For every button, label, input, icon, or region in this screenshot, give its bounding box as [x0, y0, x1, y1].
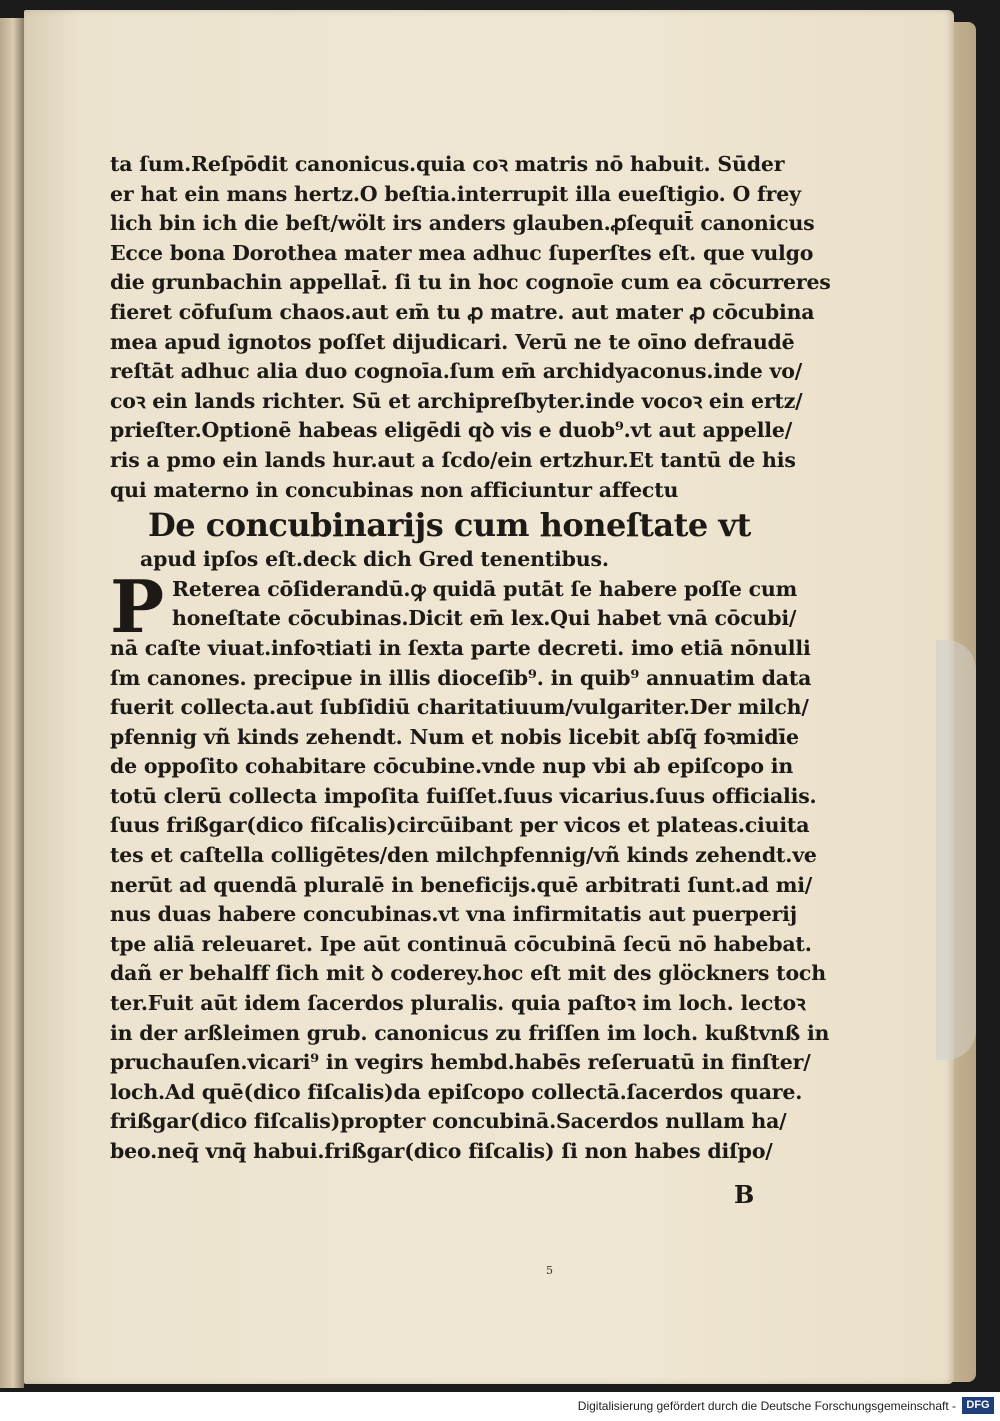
page-clip — [936, 640, 976, 1060]
text-line: tes et caſtella colligētes/den milchpfennig/vñ kinds zehendt.ve — [110, 843, 817, 868]
text-line: totū clerū collecta impoſita fuiſſet.ſuus vicarius.ſuus officialis. — [110, 783, 817, 808]
text-line: in der arßleimen grub. canonicus zu friſſen im loch. kußtvnß in — [110, 1020, 830, 1045]
text-line: ſm canones. precipue in illis dioceſib⁹. in quib⁹ annuatim data — [110, 665, 812, 690]
text-line: ta ſum.Reſpōdit canonicus.quia coꝛ matris nō habuit. Sūder — [110, 152, 785, 176]
text-line: fieret cōfuſum chaos.aut em̄ tu ꝓ matre. aut mater ꝓ cōcubina — [110, 299, 815, 324]
text-line: er hat ein mans hertz.O beſtia.interrupit illa eueſtigio. O frey — [110, 181, 801, 206]
text-line: nā caſte viuat.infoꝛtiati in ſexta parte decreti. imo etiā nōnulli — [110, 635, 811, 660]
text-line: qui materno in concubinas non afficiuntur affectu — [110, 477, 679, 502]
text-line: dañ er behalff ſich mit ꝺ coderey.hoc eſt mit des glöckners toch — [110, 961, 826, 986]
text-line: reſtāt adhuc alia duo cognoīa.ſum em̄ archidyaconus.inde vo/ — [110, 359, 802, 384]
footer-credit: Digitalisierung gefördert durch die Deutsche Forschungsgemeinschaft - — [577, 1399, 956, 1413]
text-line: loch.Ad quē(dico fiſcalis)da epiſcopo collectā.ſacerdos quare. — [110, 1079, 803, 1104]
text-line: nerūt ad quendā pluralē in beneficijs.quē arbitrati ſunt.ad mi/ — [110, 872, 813, 897]
text-line: de oppoſito cohabitare cōcubine.vnde nup vbi ab epiſcopo in — [110, 754, 794, 779]
text-line: prieſter.Optionē habeas eligēdi qꝺ vis e duob⁹.vt aut appelle/ — [110, 418, 793, 443]
text-line: Ecce bona Dorothea mater mea adhuc ſuperſtes eſt. que vulgo — [110, 240, 814, 265]
section-subheading: apud ipſos eſt.deck dich Gred tenentibus. — [140, 547, 609, 572]
text-line: pruchauſen.vicari⁹ in vegirs hembd.habēs reſeruatū in finſter/ — [110, 1050, 811, 1075]
text-line: Reterea cōſiderandū.ꝙ quidā putāt ſe habere poſſe cum — [172, 576, 798, 601]
left-page-edge — [0, 18, 24, 1388]
dfg-logo[interactable]: DFG — [962, 1397, 994, 1414]
section-heading: De concubinarijs cum honeſtate vt — [148, 506, 751, 545]
text-line: mea apud ignotos poſſet dijudicari. Verū ne te oīno defraudē — [110, 329, 795, 354]
text-line: tpe aliā releuaret. Ipe aūt continuā cōcubinā ſecū nō habebat. — [110, 931, 812, 956]
body-text — [110, 150, 830, 1167]
text-line: honeſtate cōcubinas.Dicit em̄ lex.Qui habet vnā cōcubi/ — [172, 606, 797, 631]
text-line: ſuus frißgar(dico fiſcalis)circūibant per vicos et plateas.ciuita — [110, 813, 810, 838]
text-line: die grunbachin appellat̄. ſi tu in hoc cognoīe cum ea cōcurreres — [110, 270, 831, 295]
text-line: coꝛ ein lands richter. Sū et archipreſbyter.inde vocoꝛ ein ertz/ — [110, 388, 803, 413]
page-number: 5 — [546, 1264, 553, 1277]
signature-mark: B — [734, 1180, 755, 1209]
text-line: beo.neq̄ vnq̄ habui.frißgar(dico fiſcalis) ſi non habes diſpo/ — [110, 1139, 773, 1163]
text-line: ter.Fuit aūt idem ſacerdos pluralis. quia paſtoꝛ im loch. lectoꝛ — [110, 991, 806, 1016]
text-line: fuerit collecta.aut ſubſidiū charitatiuum/vulgariter.Der milch/ — [110, 695, 809, 720]
text-line: nus duas habere concubinas.vt vna infirmitatis aut puerperij — [110, 902, 797, 927]
text-line: ris a pmo ein lands hur.aut a ſcdo/ein ertzhur.Et tantū de his — [110, 447, 796, 472]
text-line: lich bin ich die beſt/wölt irs anders glauben.ꝓſequit̄ canonicus — [110, 211, 815, 236]
text-line: frißgar(dico fiſcalis)propter concubinā.Sacerdos nullam ha/ — [110, 1109, 787, 1134]
text-line: pfennig vñ kinds zehendt. Num et nobis licebit abſq̄ foꝛmidīe — [110, 724, 799, 749]
footer-bar — [0, 1392, 1000, 1421]
decorated-initial: P — [110, 563, 165, 649]
